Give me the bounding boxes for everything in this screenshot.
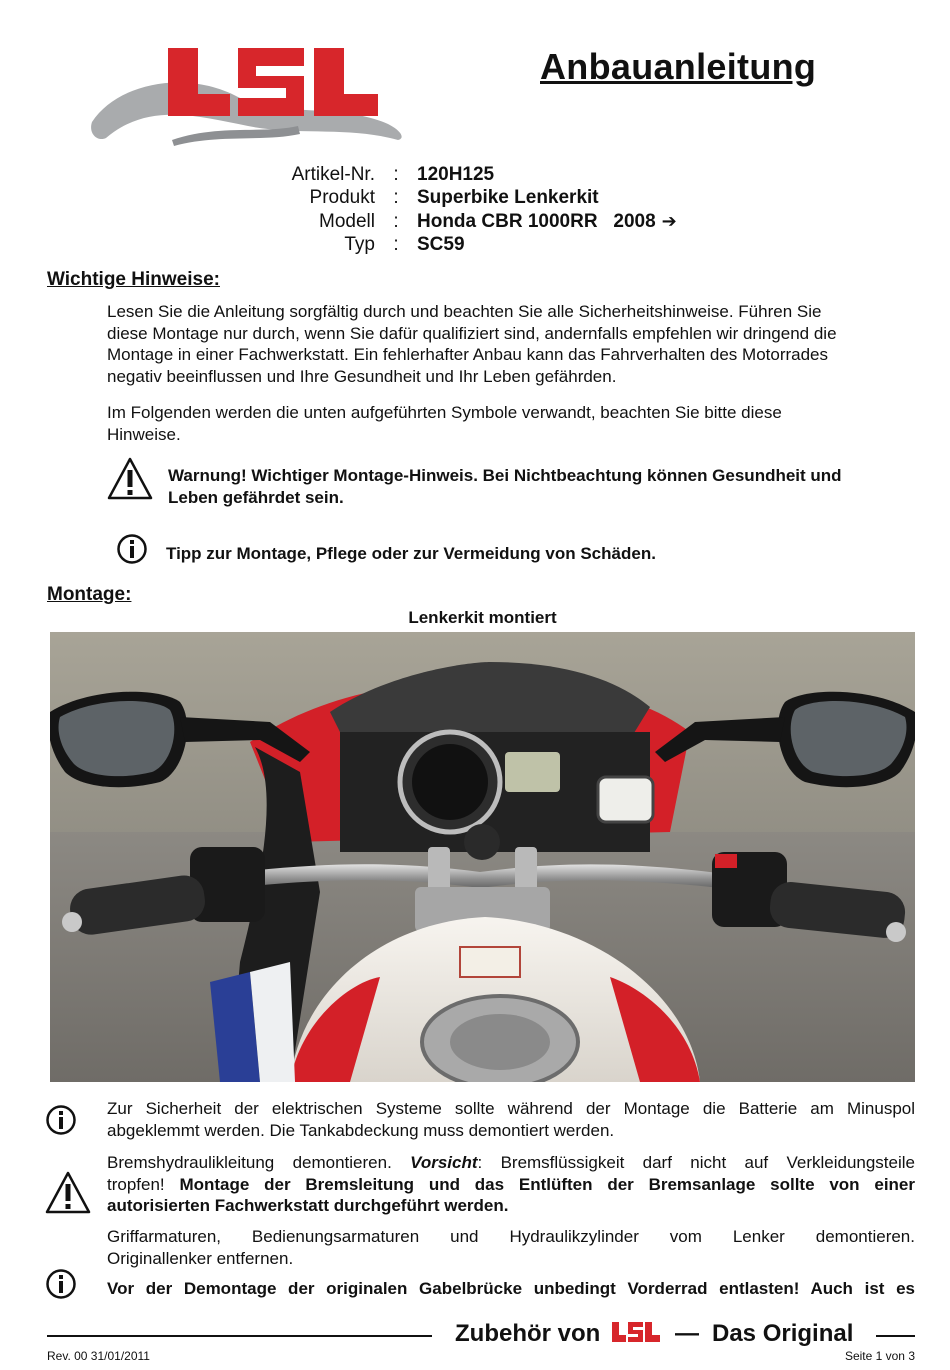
meta-row-product <box>250 187 770 211</box>
handlebar-photo <box>50 632 915 1082</box>
text-span: Bremshydraulikleitung demontieren. <box>107 1153 411 1172</box>
footer-rule-left <box>47 1335 432 1337</box>
section-heading-montage: Montage: <box>47 584 132 605</box>
text-line: Hinweise. <box>107 424 181 444</box>
text-span: Montage der Bremsleitung und das Entlüften der Bremsanlage sollte von einer <box>179 1174 915 1194</box>
meta-value: SC59 <box>417 234 465 256</box>
text-span: tropfen! <box>107 1174 180 1194</box>
info-icon <box>45 1104 77 1136</box>
tip-legend: Tipp zur Montage, Pflege oder zur Vermeidung von Schäden. <box>166 544 656 563</box>
text-line: negativ beeinflussen und Ihre Gesundheit und Ihr Leben gefährden. <box>107 366 617 386</box>
footer-dash: — <box>675 1320 699 1347</box>
meta-row-type <box>250 234 770 258</box>
photo-caption: Lenkerkit montiert <box>408 608 557 627</box>
text-line: Montage in einer Fachwerkstatt. Ein fehlerhafter Anbau kann das Fahrverhalten des Motorrades <box>107 345 829 364</box>
footer-das-original: Das Original <box>712 1320 854 1347</box>
meta-key: Produkt <box>309 187 375 209</box>
meta-key: Artikel-Nr. <box>291 163 375 185</box>
symbols-paragraph <box>107 402 915 445</box>
footer-page-number: Seite 1 von 3 <box>844 1349 915 1363</box>
warning-triangle-icon <box>45 1170 91 1216</box>
text-line: Warnung! Wichtiger Montage-Hinweis. Bei Nichtbeachtung können Gesundheit und <box>168 466 842 485</box>
intro-paragraph <box>107 301 915 387</box>
lsl-logo <box>88 42 406 150</box>
text-line <box>107 1152 915 1174</box>
text-line: abgeklemmt werden. Die Tankabdeckung muss demontiert werden. <box>107 1120 615 1140</box>
text-span: : Bremsflüssigkeit darf nicht auf Verkleidungsteile <box>477 1153 915 1172</box>
text-line: diese Montage nur durch, wenn Sie dafür qualifiziert sind, andernfalls empfehlen wir dringend die <box>107 323 837 343</box>
meta-value: 120H125 <box>417 163 495 185</box>
text-line: autorisierten Fachwerkstatt durchgeführt werden. <box>107 1196 509 1215</box>
text-line: Leben gefährdet sein. <box>168 487 344 507</box>
arrow-right-icon: ➔ <box>661 211 677 232</box>
section-heading-hinweise: Wichtige Hinweise: <box>47 269 220 290</box>
text-line: Zur Sicherheit der elektrischen Systeme sollte während der Montage die Batterie am Minuspol <box>107 1099 915 1118</box>
meta-colon: : <box>393 163 399 185</box>
footer-revision: Rev. 00 31/01/2011 <box>47 1349 150 1363</box>
caution-label: Vorsicht <box>410 1153 478 1172</box>
info-icon <box>116 533 148 565</box>
footer-lsl-logo <box>612 1320 660 1344</box>
step-battery <box>107 1098 915 1141</box>
meta-colon: : <box>393 210 399 232</box>
text-line: Griffarmaturen, Bedienungsarmaturen und Hydraulikzylinder vom Lenker demontieren. <box>107 1227 915 1246</box>
footer-zubehoer: Zubehör von <box>455 1320 601 1347</box>
meta-key: Modell <box>319 210 375 232</box>
text-line: Lesen Sie die Anleitung sorgfältig durch und beachten Sie alle Sicherheitshinweise. Führen Sie <box>107 302 822 321</box>
info-icon <box>45 1268 77 1300</box>
meta-value: Honda CBR 1000RR 2008 <box>417 210 656 232</box>
document-title: Anbauanleitung <box>540 46 817 87</box>
step-controls <box>107 1226 915 1269</box>
footer-rule-right <box>876 1335 915 1337</box>
warning-triangle-icon <box>107 456 153 502</box>
step-fork: Vor der Demontage der originalen Gabelbrücke unbedingt Vorderrad entlasten! Auch ist es <box>107 1279 915 1298</box>
article-meta <box>250 163 770 257</box>
meta-key: Typ <box>344 234 375 256</box>
meta-value: Superbike Lenkerkit <box>417 187 599 209</box>
text-line <box>107 1174 915 1196</box>
meta-colon: : <box>393 187 399 209</box>
text-line: Im Folgenden werden die unten aufgeführten Symbole verwandt, beachten Sie bitte diese <box>107 403 782 422</box>
text-line: Originallenker entfernen. <box>107 1248 294 1268</box>
warning-legend <box>168 465 928 508</box>
meta-colon: : <box>393 234 399 256</box>
meta-row-article <box>250 163 770 187</box>
step-brake-line <box>107 1152 915 1217</box>
meta-row-model <box>250 210 770 234</box>
